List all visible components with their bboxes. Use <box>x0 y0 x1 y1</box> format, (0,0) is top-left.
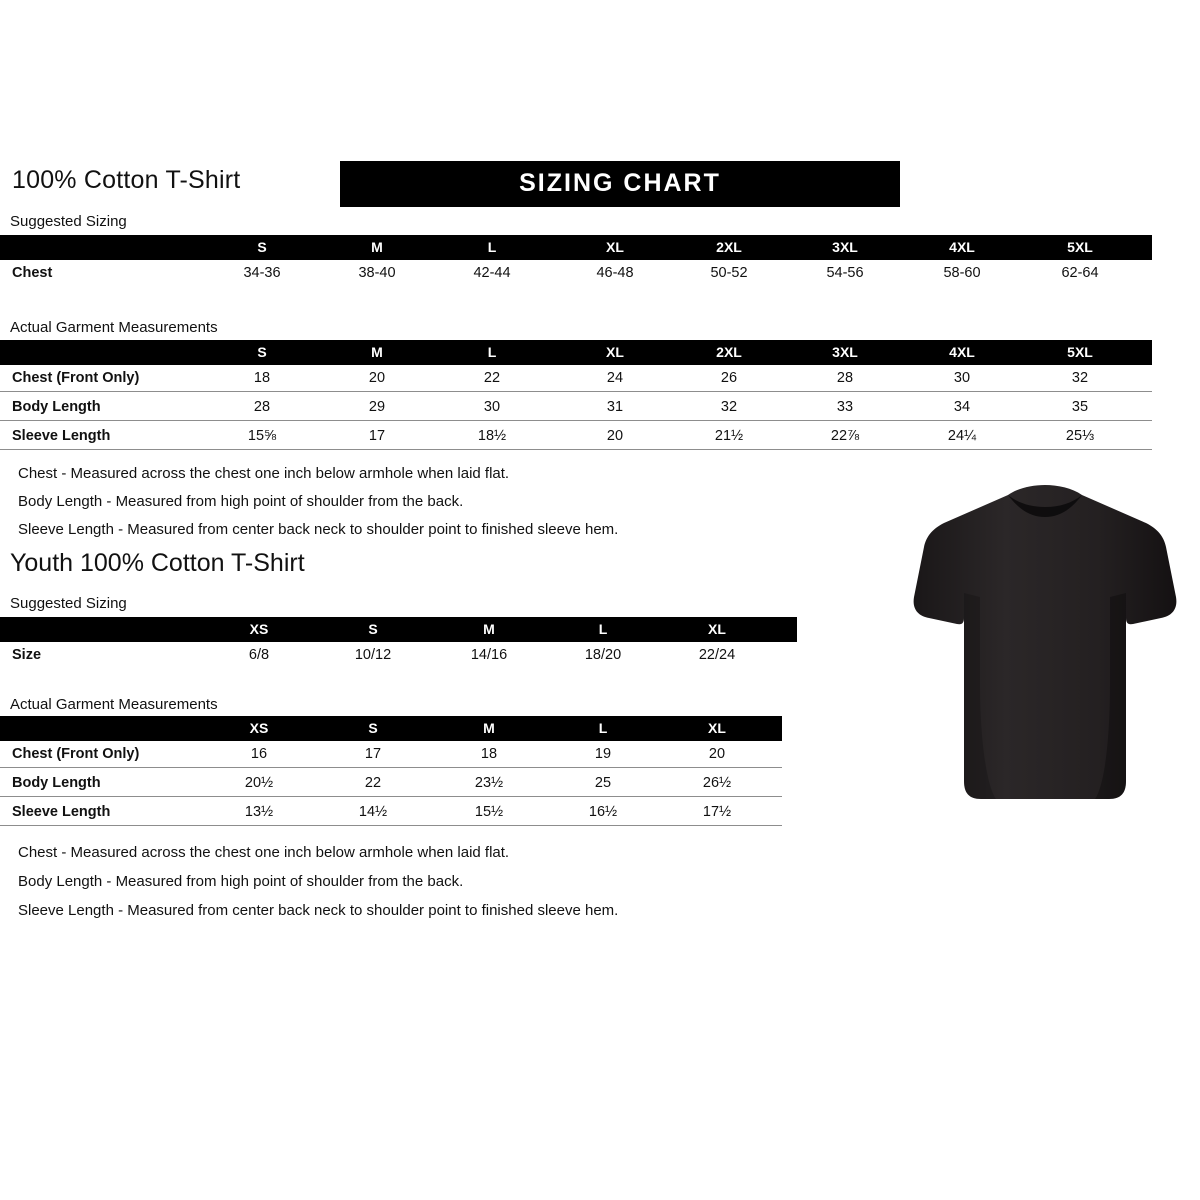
adult-actual-row-label-sleeve-length: Sleeve Length <box>12 428 111 444</box>
table-row <box>0 262 1152 286</box>
youth-suggested-header-xs: XS <box>249 621 269 637</box>
adult-note-body-length: Body Length - Measured from high point of shoulder from the back. <box>18 493 464 510</box>
cell: 20½ <box>244 775 274 791</box>
cell: 54-56 <box>826 265 864 281</box>
cell: 22⅞ <box>830 428 860 444</box>
cell: 15½ <box>474 804 504 820</box>
adult-section-title: 100% Cotton T-Shirt <box>12 166 241 194</box>
youth-suggested-header-s: S <box>368 621 378 637</box>
adult-suggested-header-2xl: 2XL <box>716 239 742 255</box>
cell: 26 <box>720 370 738 386</box>
cell: 38-40 <box>358 265 396 281</box>
adult-actual-row-label-chest: Chest (Front Only) <box>12 370 140 386</box>
cell: 32 <box>1071 370 1089 386</box>
cell: 46-48 <box>596 265 634 281</box>
table-row <box>0 743 782 768</box>
adult-suggested-header-l: L <box>487 239 497 255</box>
cell: 62-64 <box>1061 265 1099 281</box>
table-row <box>0 772 782 797</box>
adult-actual-header-bar <box>0 340 1152 365</box>
cell: 10/12 <box>354 647 392 663</box>
cell: 35 <box>1071 399 1089 415</box>
cell: 17 <box>368 428 386 444</box>
adult-suggested-label: Suggested Sizing <box>10 213 127 230</box>
youth-note-chest: Chest - Measured across the chest one inch below armhole when laid flat. <box>18 844 510 861</box>
youth-suggested-row-label-size: Size <box>12 647 42 663</box>
cell: 23½ <box>474 775 504 791</box>
cell: 30 <box>483 399 501 415</box>
youth-actual-header-bar <box>0 716 782 741</box>
cell: 18/20 <box>584 647 622 663</box>
adult-note-sleeve-length: Sleeve Length - Measured from center back neck to shoulder point to finished sleeve hem. <box>18 521 619 538</box>
cell: 18½ <box>477 428 507 444</box>
cell: 20 <box>368 370 386 386</box>
adult-actual-label: Actual Garment Measurements <box>10 319 218 336</box>
youth-actual-header-l: L <box>598 720 608 736</box>
youth-section-title: Youth 100% Cotton T-Shirt <box>10 549 305 577</box>
cell: 15⅝ <box>247 428 277 444</box>
youth-suggested-header-xl: XL <box>708 621 726 637</box>
cell: 28 <box>836 370 854 386</box>
cell: 6/8 <box>248 647 270 663</box>
cell: 50-52 <box>710 265 748 281</box>
adult-suggested-header-4xl: 4XL <box>949 239 975 255</box>
table-row <box>0 801 782 826</box>
cell: 16 <box>250 746 268 762</box>
adult-suggested-header-5xl: 5XL <box>1067 239 1093 255</box>
cell: 17½ <box>702 804 732 820</box>
youth-actual-header-xs: XS <box>249 720 269 736</box>
youth-suggested-header-bar <box>0 617 797 642</box>
cell: 32 <box>720 399 738 415</box>
cell: 29 <box>368 399 386 415</box>
youth-actual-header-s: S <box>368 720 378 736</box>
sizing-chart-banner-label: SIZING CHART <box>519 169 721 197</box>
cell: 13½ <box>244 804 274 820</box>
cell: 24¼ <box>947 428 977 444</box>
cell: 26½ <box>702 775 732 791</box>
cell: 18 <box>253 370 271 386</box>
youth-actual-row-label-chest: Chest (Front Only) <box>12 746 140 762</box>
adult-actual-header-s: S <box>257 344 267 360</box>
cell: 58-60 <box>943 265 981 281</box>
youth-actual-header-xl: XL <box>708 720 726 736</box>
cell: 18 <box>480 746 498 762</box>
cell: 20 <box>606 428 624 444</box>
cell: 31 <box>606 399 624 415</box>
adult-actual-header-3xl: 3XL <box>832 344 858 360</box>
cell: 25⅓ <box>1065 428 1095 444</box>
table-row <box>0 367 1152 392</box>
adult-actual-header-4xl: 4XL <box>949 344 975 360</box>
cell: 17 <box>364 746 382 762</box>
adult-actual-header-2xl: 2XL <box>716 344 742 360</box>
youth-note-body-length: Body Length - Measured from high point of shoulder from the back. <box>18 873 464 890</box>
cell: 16½ <box>588 804 618 820</box>
sizing-chart-banner <box>340 161 900 207</box>
cell: 34-36 <box>243 265 281 281</box>
adult-suggested-header-bar <box>0 235 1152 260</box>
cell: 20 <box>708 746 726 762</box>
adult-note-chest: Chest - Measured across the chest one inch below armhole when laid flat. <box>18 465 510 482</box>
table-row <box>0 396 1152 421</box>
cell: 14/16 <box>470 647 508 663</box>
cell: 21½ <box>714 428 744 444</box>
adult-actual-header-l: L <box>487 344 497 360</box>
cell: 19 <box>594 746 612 762</box>
youth-note-sleeve-length: Sleeve Length - Measured from center back neck to shoulder point to finished sleeve hem. <box>18 902 619 919</box>
cell: 28 <box>253 399 271 415</box>
cell: 22 <box>364 775 382 791</box>
table-row <box>0 644 797 668</box>
youth-suggested-header-m: M <box>483 621 495 637</box>
t-shirt-illustration <box>900 485 1190 815</box>
adult-suggested-header-s: S <box>257 239 267 255</box>
adult-actual-row-label-body-length: Body Length <box>12 399 101 415</box>
cell: 22/24 <box>698 647 736 663</box>
cell: 22 <box>483 370 501 386</box>
adult-actual-header-xl: XL <box>606 344 624 360</box>
youth-actual-row-label-body-length: Body Length <box>12 775 101 791</box>
cell: 24 <box>606 370 624 386</box>
adult-actual-header-m: M <box>371 344 383 360</box>
adult-suggested-header-xl: XL <box>606 239 624 255</box>
adult-suggested-header-3xl: 3XL <box>832 239 858 255</box>
adult-suggested-header-m: M <box>371 239 383 255</box>
adult-suggested-row-label-chest: Chest <box>12 265 53 281</box>
youth-actual-header-m: M <box>483 720 495 736</box>
youth-suggested-label: Suggested Sizing <box>10 595 127 612</box>
cell: 25 <box>594 775 612 791</box>
youth-suggested-header-l: L <box>598 621 608 637</box>
cell: 14½ <box>358 804 388 820</box>
youth-actual-row-label-sleeve-length: Sleeve Length <box>12 804 111 820</box>
adult-actual-header-5xl: 5XL <box>1067 344 1093 360</box>
cell: 33 <box>836 399 854 415</box>
youth-actual-label: Actual Garment Measurements <box>10 696 218 713</box>
cell: 30 <box>953 370 971 386</box>
table-row <box>0 425 1152 450</box>
cell: 42-44 <box>473 265 511 281</box>
cell: 34 <box>953 399 971 415</box>
